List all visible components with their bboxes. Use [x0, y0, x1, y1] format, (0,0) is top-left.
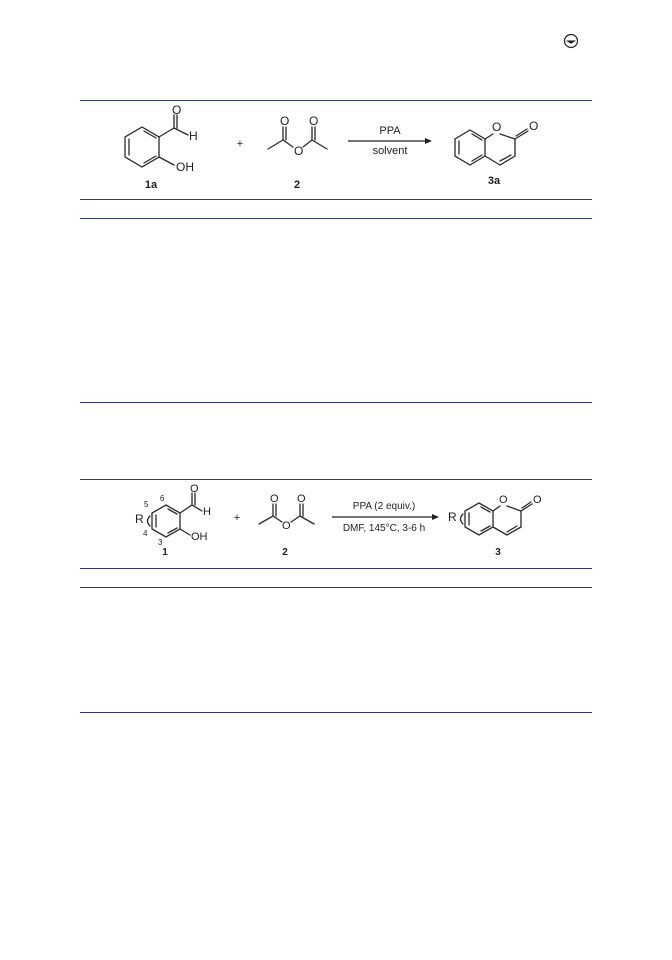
atom-label: O [282, 520, 291, 532]
arrowhead-icon [425, 138, 432, 144]
table1-top-rule [80, 100, 592, 101]
compound-label: 2 [293, 179, 301, 191]
atom-label: O [533, 494, 542, 506]
compound-label: 2 [282, 547, 288, 558]
atom-label: OH [191, 531, 208, 543]
atom-label: O [280, 114, 290, 128]
substituted-coumarin-structure [461, 502, 533, 535]
position-label: 3 [158, 538, 163, 547]
reaction-scheme-1 [80, 102, 592, 196]
atom-label: H [203, 506, 211, 518]
table2-top-rule [80, 479, 592, 480]
substituent-r: R [448, 510, 457, 524]
position-label: 6 [160, 494, 165, 503]
atom-label: O [529, 119, 539, 133]
reaction-scheme-2 [80, 481, 592, 567]
coumarin-structure [455, 129, 528, 165]
atom-label: O [270, 493, 279, 505]
atom-label: O [172, 103, 182, 117]
reagent-below: solvent [372, 145, 408, 157]
atom-label: OH [176, 160, 194, 174]
arrowhead-icon [432, 514, 439, 520]
compound-label: 3a [487, 175, 501, 187]
compound-label: 3 [495, 547, 501, 558]
atom-label: O [309, 114, 319, 128]
table1-body-rule [80, 218, 592, 219]
compound-label: 1a [144, 179, 158, 191]
substituent-r: R [135, 512, 144, 526]
position-label: 5 [144, 500, 149, 509]
atom-label: O [294, 144, 304, 158]
reagent-below: DMF, 145°C, 3-6 h [342, 523, 426, 534]
reagent-above: PPA [379, 125, 401, 137]
atom-label: O [492, 120, 502, 134]
position-label: 4 [143, 529, 148, 538]
plus-sign: + [236, 138, 244, 150]
atom-label: O [297, 493, 306, 505]
atom-label: O [190, 483, 199, 495]
circle-logo-icon [563, 33, 579, 49]
compound-label: 1 [162, 547, 168, 558]
reagent-above: PPA (2 equiv.) [352, 501, 416, 512]
table1-header-rule [80, 199, 592, 200]
table2-body-rule [80, 587, 592, 588]
plus-sign: + [233, 512, 241, 524]
table2-header-rule [80, 568, 592, 569]
atom-label: H [189, 129, 198, 143]
table2-bottom-rule [80, 712, 592, 713]
atom-label: O [499, 494, 508, 506]
table1-bottom-rule [80, 402, 592, 403]
